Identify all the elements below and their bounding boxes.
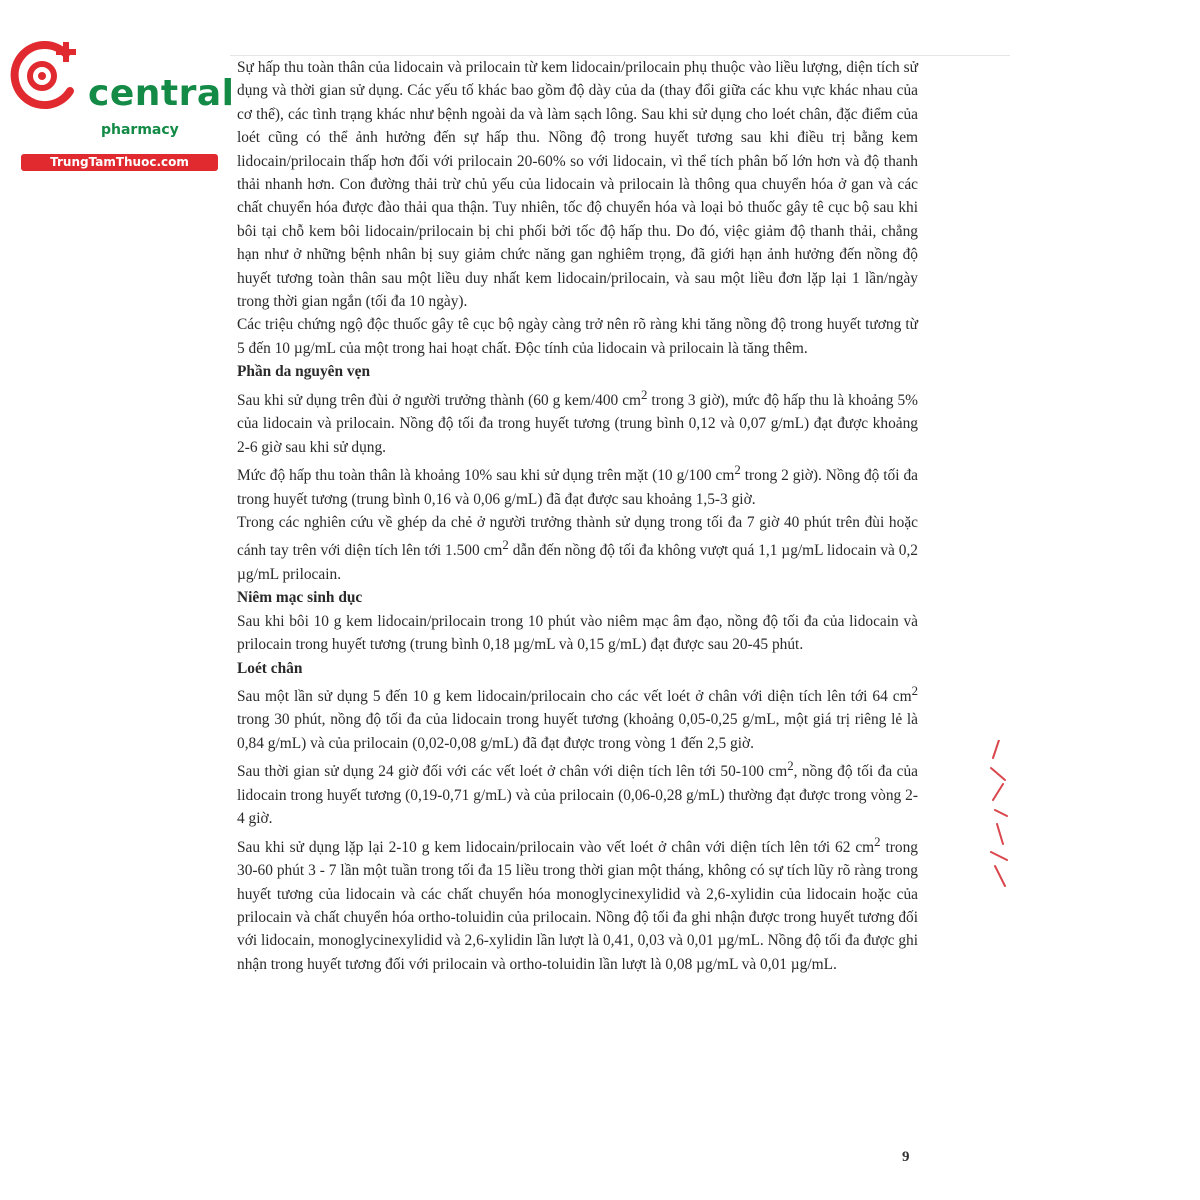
paragraph-text: Sau thời gian sử dụng 24 giờ đối với các vết loét ở chân với diện tích lên tới 50-100 cm	[237, 763, 788, 781]
logo-brand-text: central	[88, 73, 235, 114]
paragraph-text: Mức độ hấp thu toàn thân là khoảng 10% sau khi sử dụng trên mặt (10 g/100 cm	[237, 467, 735, 485]
paragraph-vaginal-mucosa: Sau khi bôi 10 g kem lidocain/prilocain trong 10 phút vào niêm mạc âm đạo, nồng độ tối đa của lidocain và prilocain trong huyết tương (trung bình 0,18 µg/mL và 0,15 g/mL) đạt được sau 20-45 phút.	[237, 612, 918, 654]
paragraph-24h-ulcer	[237, 755, 918, 830]
paragraph-text: Sau khi sử dụng trên đùi ở người trưởng thành (60 g kem/400 cm	[237, 391, 642, 409]
paragraph-text: trong 30 phút, nồng độ tối đa của lidocain trong huyết tương (khoảng 0,05-0,25 g/mL, một giá trị riêng lẻ là 0,84 g/mL) và của prilocain (0,02-0,08 g/mL) đã đạt được trong vòng 1 đến 2,5 giờ.	[237, 711, 918, 752]
heading-leg-ulcers: Loét chân	[237, 659, 303, 677]
paragraph-face-application	[237, 459, 918, 511]
paragraph-text: trong 3 giờ), mức độ hấp thu là khoảng 5% của lidocain và prilocain. Nồng độ tối đa trong huyết tương (trung bình 0,12 và 0,07 g/mL) đạt được khoảng 2-6 giờ sau khi sử dụng.	[237, 391, 918, 456]
paragraph-single-dose-ulcer	[237, 680, 918, 755]
paragraph-text: trong 2 giờ). Nồng độ tối đa trong huyết tương (trung bình 0,16 và 0,06 g/mL) đã đạt được sau khoảng 1,5-3 giờ.	[237, 467, 918, 508]
superscript: 2	[502, 538, 509, 553]
heading-genital-mucosa: Niêm mạc sinh dục	[237, 589, 363, 607]
central-pharmacy-logo	[8, 36, 235, 169]
paragraph-thigh-application	[237, 384, 918, 459]
superscript: 2	[641, 387, 648, 402]
paragraph-text: Trong các nghiên cứu về ghép da chẻ ở người trưởng thành sử dụng trong tối đa 7 giờ 40 phút trên đùi hoặc cánh tay trên với diện tích lên tới 1.500 cm	[237, 513, 918, 560]
paragraph-text: Sau một lần sử dụng 5 đến 10 g kem lidocain/prilocain cho các vết loét ở chân với diện tích lên tới 64 cm	[237, 688, 912, 706]
superscript: 2	[787, 759, 794, 774]
logo-sub-text: pharmacy	[101, 122, 179, 138]
heading-intact-skin: Phần da nguyên vẹn	[237, 363, 370, 381]
paragraph-skin-graft	[237, 511, 918, 586]
paragraph-text: dẫn đến nồng độ tối đa không vượt quá 1,1 µg/mL lidocain và 0,2 µg/mL prilocain.	[237, 542, 918, 583]
paragraph-text: , nồng độ tối đa của lidocain trong huyết tương (0,19-0,71 g/mL) và của prilocain (0,06-0,28 g/mL) thường đạt được trong vòng 2-4 giờ.	[237, 763, 919, 828]
pharmacy-logo-icon	[8, 36, 88, 116]
paragraph-toxicity: Các triệu chứng ngộ độc thuốc gây tê cục bộ ngày càng trở nên rõ ràng khi tăng nồng độ trong huyết tương từ 5 đến 10 µg/mL của một trong hai hoạt chất. Độc tính của lidocain và prilocain là tăng thêm.	[237, 316, 918, 357]
superscript: 2	[734, 463, 741, 478]
document-body	[237, 56, 918, 976]
superscript: 2	[874, 834, 881, 849]
margin-stamp-mark	[985, 740, 1013, 890]
paragraph-text: Sau khi sử dụng lặp lại 2-10 g kem lidocain/prilocain vào vết loét ở chân với diện tích lên tới 62 cm	[237, 838, 875, 856]
page-number: 9	[902, 1149, 910, 1165]
paragraph-repeated-ulcer	[237, 831, 918, 977]
paragraph-text: trong 30-60 phút 3 - 7 lần một tuần trong tối đa 15 liều trong thời gian một tháng, không có sự tích lũy rõ ràng trong huyết tương của lidocain và các chất chuyển hóa monoglycinexylidid và 2,6-xylidin của lidocain hoặc của prilocain và chất chuyển hóa ortho-toluidin của prilocain. Nồng độ tối đa ghi nhận được trong huyết tương đối với lidocain, monoglycinexylidid và 2,6-xylidin lần lượt là 0,41, 0,03 và 0,01 µg/mL. Nồng độ tối đa được ghi nhận trong huyết tương đối với prilocain và ortho-toluidin lần lượt là 0,08 µg/mL và 0,01 µg/mL.	[237, 838, 918, 973]
logo-website-banner: TrungTamThuoc.com	[21, 154, 218, 171]
superscript: 2	[911, 683, 918, 698]
paragraph-systemic-absorption: Sự hấp thu toàn thân của lidocain và prilocain từ kem lidocain/prilocain phụ thuộc vào liều lượng, diện tích sử dụng và thời gian sử dụng. Các yếu tố khác bao gồm độ dày của da (thay đổi giữa các khu vực khác nhau của cơ thể), các tình trạng khác như bệnh ngoài da và làm sạch lông. Sau khi sử dụng cho loét chân, đặc điểm của loét cũng có thể ảnh hưởng đến sự hấp thu. Nồng độ trong huyết tương sau khi điều trị bằng kem lidocain/prilocain thấp hơn đối với prilocain 20-60% so với lidocain, vì thể tích phân bố lớn hơn và độ thanh thải nhanh hơn. Con đường thải trừ chủ yếu của lidocain và prilocain là thông qua chuyển hóa ở gan và các chất chuyển hóa được đào thải qua thận. Tuy nhiên, tốc độ chuyển hóa và loại bỏ thuốc gây tê cục bộ sau khi bôi tại chỗ kem bôi lidocain/prilocain bị chi phối bởi tốc độ hấp thu. Do đó, việc giảm độ thanh thải, chẳng hạn như ở những bệnh nhân bị suy giảm chức năng gan nghiêm trọng, đã giới hạn ảnh hưởng đến nồng độ huyết tương toàn thân sau một liều duy nhất kem lidocain/prilocain, và sau một liều đơn lặp lại 1 lần/ngày trong thời gian ngắn (tối đa 10 ngày).	[237, 59, 918, 311]
